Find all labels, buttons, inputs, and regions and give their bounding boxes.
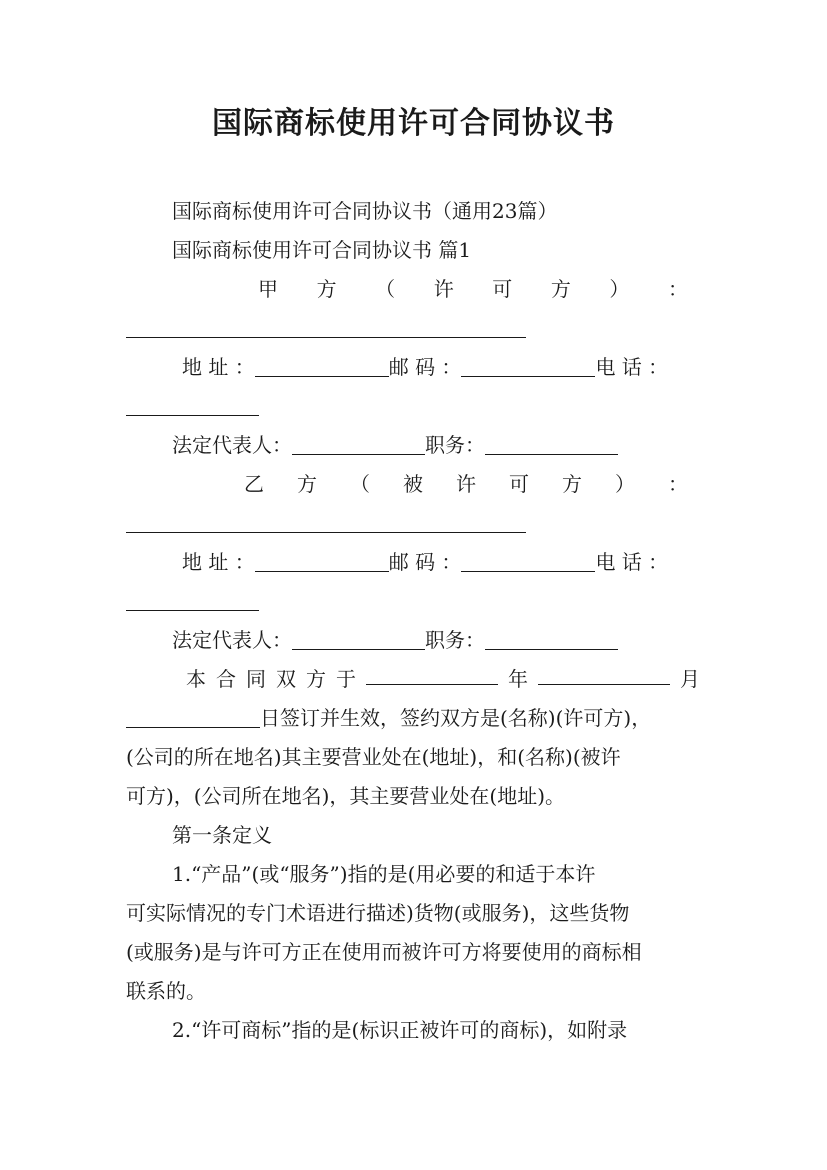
date-char: 于 (336, 667, 356, 691)
party-b-char: 可 (509, 472, 529, 496)
party-a-char: 方 (316, 277, 337, 301)
body-line-3: 可方)，(公司所在地名)，其主要营业处在(地址)。 (126, 784, 566, 808)
postcode-label: 邮 码 ： (388, 550, 462, 574)
party-a-address-line (182, 348, 697, 387)
date-char: 合 (216, 667, 236, 691)
party-b-char: ： (668, 472, 688, 496)
date-char: 同 (246, 667, 266, 691)
party-b-char: 被 (403, 472, 423, 496)
date-line (186, 660, 700, 699)
party-b-char: 方 (297, 472, 317, 496)
party-b-char: 方 (562, 472, 582, 496)
rep-blank (292, 430, 425, 455)
party-b-name-blank (126, 508, 526, 533)
address-label: 地 址 ： (182, 550, 255, 574)
party-a-char: 可 (492, 277, 513, 301)
day-blank (126, 703, 260, 728)
body-line-2: (公司的所在地名)其主要营业处在(地址)，和(名称)(被许 (126, 745, 621, 769)
intro-line: 国际商标使用许可合同协议书（通用23篇） (172, 199, 558, 223)
party-b-char: 乙 (244, 472, 264, 496)
address-blank (255, 352, 389, 377)
year-blank (366, 660, 498, 685)
paragraph-1-line-3: (或服务)是与许可方正在使用而被许可方将要使用的商标相 (126, 940, 642, 964)
paragraph-1-line-1: 1.“产品”(或“服务”)指的是(用必要的和适于本许 (172, 862, 596, 886)
rep-label: 法定代表人： (172, 433, 292, 457)
date-char: 方 (306, 667, 326, 691)
year-label: 年 (508, 667, 528, 691)
address-label: 地 址 ： (182, 355, 255, 379)
phone-blank (126, 391, 259, 416)
paragraph-1-line-2: 可实际情况的专门术语进行描述)货物(或服务)，这些货物 (126, 901, 630, 925)
party-b-rep-line (172, 621, 702, 660)
position-blank (485, 430, 618, 455)
party-a-char: （ (375, 277, 396, 301)
party-a-blank-line (126, 309, 702, 348)
phone-blank (126, 586, 259, 611)
month-label: 月 (680, 667, 700, 691)
party-b-char: （ (350, 472, 370, 496)
party-b-char: ） (615, 472, 635, 496)
party-a-char: 许 (433, 277, 454, 301)
address-blank (255, 547, 389, 572)
party-b-label (244, 465, 688, 504)
party-a-name-blank (126, 313, 526, 338)
postcode-blank (461, 352, 595, 377)
rep-blank (292, 625, 425, 650)
body-line-1 (126, 699, 702, 738)
party-a-phone-blank-line (126, 387, 702, 426)
document-title: 国际商标使用许可合同协议书 (212, 106, 615, 141)
party-a-char: 方 (550, 277, 571, 301)
postcode-label: 邮 码 ： (388, 355, 462, 379)
party-a-label (258, 270, 688, 309)
position-label: 职务： (425, 433, 485, 457)
rep-label: 法定代表人： (172, 628, 292, 652)
party-b-char: 许 (456, 472, 476, 496)
position-blank (485, 625, 618, 650)
paragraph-2-line-1: 2.“许可商标”指的是(标识正被许可的商标)，如附录 (172, 1018, 628, 1042)
party-a-char: ） (609, 277, 630, 301)
date-char: 本 (186, 667, 206, 691)
party-a-char: ： (667, 277, 688, 301)
party-b-address-line (182, 543, 697, 582)
position-label: 职务： (425, 628, 485, 652)
phone-label: 电 话 ： (595, 355, 669, 379)
phone-label: 电 话 ： (595, 550, 669, 574)
party-b-phone-blank-line (126, 582, 702, 621)
section-heading: 国际商标使用许可合同协议书 篇1 (172, 238, 472, 262)
article-heading: 第一条定义 (172, 823, 272, 847)
party-b-blank-line (126, 504, 702, 543)
body-text: 日签订并生效，签约双方是(名称)(许可方)， (260, 706, 652, 730)
paragraph-1-line-4: 联系的。 (126, 979, 206, 1003)
date-char: 双 (276, 667, 296, 691)
postcode-blank (461, 547, 595, 572)
month-blank (538, 660, 670, 685)
party-a-rep-line (172, 426, 702, 465)
party-a-char: 甲 (258, 277, 278, 301)
